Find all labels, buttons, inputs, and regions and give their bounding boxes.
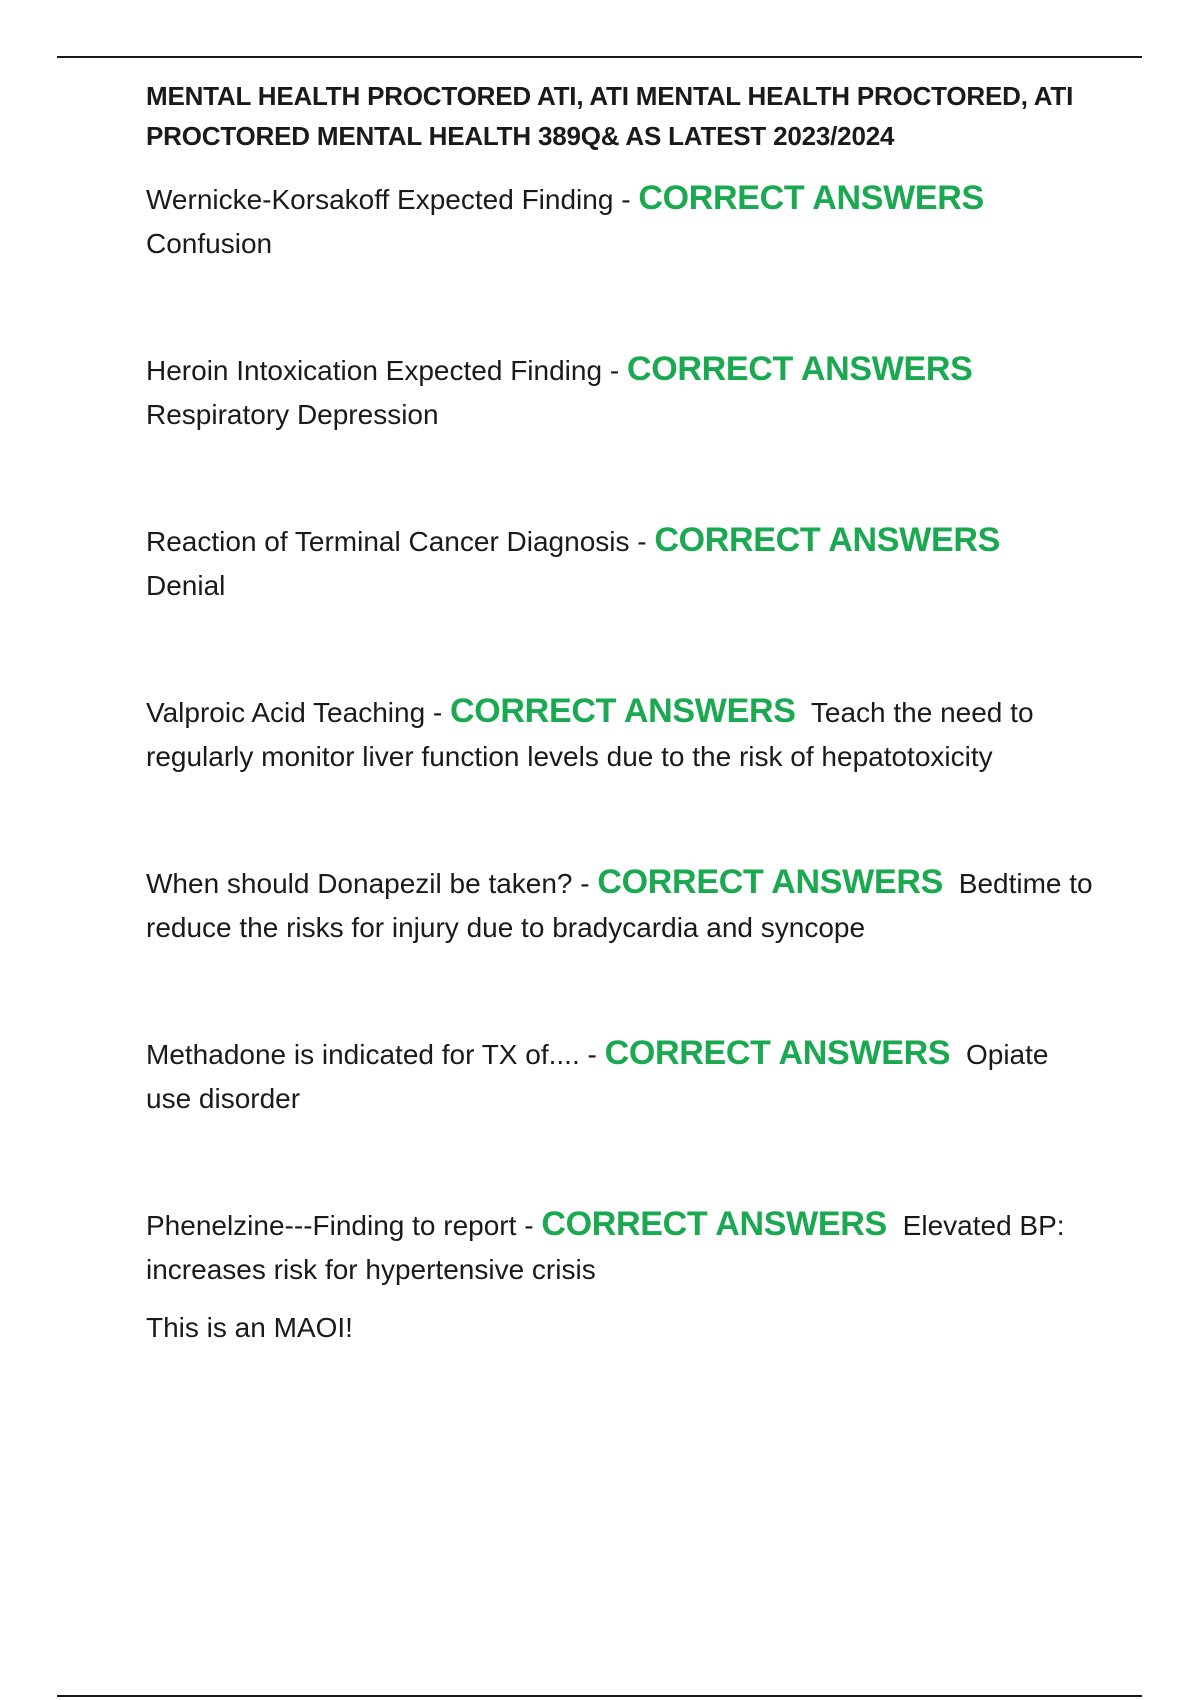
maoi-note: This is an MAOI!: [146, 1312, 353, 1343]
question-text: Wernicke-Korsakoff Expected Finding: [146, 184, 614, 215]
top-rule: [57, 56, 1142, 58]
qa-item-4: [146, 689, 1096, 779]
answer-text: Respiratory Depression: [146, 399, 439, 430]
answer-text: Elevated BP: increases risk for hypertensive crisis: [146, 1210, 1065, 1285]
correct-answers-label: CORRECT ANSWERS: [654, 521, 1000, 559]
separator: -: [432, 697, 443, 728]
qa-item-3: [146, 518, 1096, 608]
bottom-rule: [57, 1695, 1142, 1697]
question-text: Valproic Acid Teaching: [146, 697, 426, 728]
separator: -: [621, 184, 631, 215]
correct-answers-label: CORRECT ANSWERS: [604, 1034, 951, 1072]
question-text: Phenelzine---Finding to report: [146, 1210, 517, 1241]
page-content: [146, 76, 1096, 1350]
question-text: Reaction of Terminal Cancer Diagnosis: [146, 526, 630, 557]
correct-answers-label: CORRECT ANSWERS: [541, 1205, 887, 1243]
qa-item-6: [146, 1031, 1096, 1121]
separator: -: [587, 1039, 597, 1070]
question-text: When should Donapezil be taken?: [146, 868, 573, 899]
qa-item-2: [146, 347, 1096, 437]
qa-item-5: [146, 860, 1096, 950]
qa-item-1: [146, 176, 1096, 266]
correct-answers-label: CORRECT ANSWERS: [450, 692, 796, 730]
separator: -: [637, 526, 647, 557]
answer-text: Bedtime to reduce the risks for injury due to bradycardia and syncope: [146, 868, 1093, 943]
question-text: Methadone is indicated for TX of....: [146, 1039, 580, 1070]
correct-answers-label: CORRECT ANSWERS: [597, 863, 943, 901]
separator: -: [609, 355, 620, 386]
qa-item-7: [146, 1202, 1096, 1292]
correct-answers-label: CORRECT ANSWERS: [638, 179, 984, 217]
answer-text: Opiate use disorder: [146, 1039, 1049, 1114]
separator: -: [580, 868, 590, 899]
separator: -: [524, 1210, 534, 1241]
answer-text: Confusion: [146, 228, 273, 259]
correct-answers-label: CORRECT ANSWERS: [626, 350, 973, 388]
answer-text: Denial: [146, 570, 226, 601]
question-text: Heroin Intoxication Expected Finding: [146, 355, 603, 386]
document-title: MENTAL HEALTH PROCTORED ATI, ATI MENTAL HEALTH PROCTORED, ATI PROCTORED MENTAL HEALTH 389Q& AS LATEST 2023/2024: [146, 81, 1074, 151]
answer-text: Teach the need to regularly monitor liver function levels due to the risk of hepatotoxicity: [146, 697, 1034, 772]
